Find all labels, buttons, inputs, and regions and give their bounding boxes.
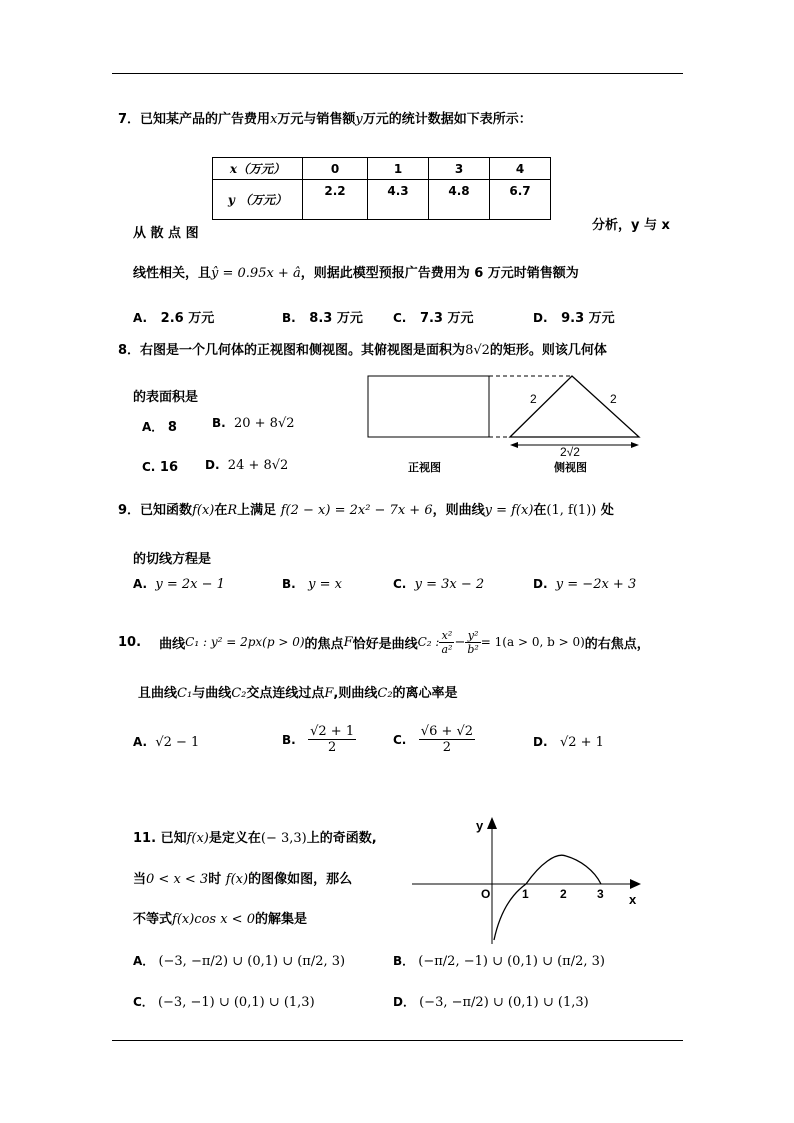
tick-label: 3 [597, 887, 604, 901]
q11-line2: 当0 < x < 3时 f(x)的图像如图，那么 [133, 872, 353, 887]
q11-option-a: A． (−3, −π/2) ∪ (0,1) ∪ (π/2, 3) [133, 954, 346, 969]
q7-option-c: C. 7.3 万元 [393, 311, 474, 326]
q10-option-d: D. √2 + 1 [533, 735, 604, 750]
x-axis-arrow-icon [630, 879, 641, 889]
q9-option-c: C. y = 3x − 2 [393, 577, 485, 592]
q7-option-b: B. 8.3 万元 [282, 311, 363, 326]
q11-stem: 11. 已知f(x)是定义在(− 3,3)上的奇函数, [133, 831, 377, 846]
origin-label: O [481, 887, 491, 901]
q11-number: 11. [133, 831, 157, 846]
fraction: $\frac{\text{x²}}{\text{a²}}$ [441, 628, 453, 656]
table-cell: 2.2 [303, 180, 368, 220]
q10-option-b: B. $\frac{√2 + 1}{2}$ [282, 724, 355, 755]
side-label-left: 2 [530, 392, 537, 406]
fraction: $\frac{√6 + √2}{2}$ [420, 724, 474, 755]
q9-number: 9． [118, 503, 141, 518]
q7-stem: 7．已知某产品的广告费用x万元与销售额y万元的统计数据如下表所示： [118, 112, 532, 127]
base-label: 2√2 [560, 445, 580, 459]
x-axis-label: x [629, 892, 637, 907]
q11-line3: 不等式f(x)cos x < 0的解集是 [133, 912, 307, 927]
table-cell: 4 [490, 158, 551, 180]
y-axis-label: y [476, 818, 484, 833]
q7-option-d: D. 9.3 万元 [533, 311, 615, 326]
q10-option-a: A. √2 − 1 [133, 735, 200, 750]
table-row [213, 180, 551, 220]
q8-option-b: B. 20 + 8√2 [212, 416, 295, 431]
q9-option-a: A. y = 2x − 1 [133, 577, 225, 592]
q9-stem-line2: 的切线方程是 [133, 552, 212, 567]
side-view-caption: 侧视图 [554, 462, 587, 474]
fraction: $\frac{√2 + 1}{2}$ [310, 724, 355, 755]
q9-stem: 9．已知函数f(x)在R上满足 f(2 − x) = 2x² − 7x + 6，则曲线y = f(x)在(1, f(1)) 处 [118, 503, 614, 518]
table-cell: 0 [303, 158, 368, 180]
q7-line1-right: 分析，y 与 x [592, 218, 670, 233]
q10-line2: 且曲线C₁与曲线C₂交点连线过点F,则曲线C₂的离心率是 [138, 686, 458, 701]
q11-graph [408, 812, 648, 948]
side-view-triangle [510, 376, 639, 437]
front-view-caption: 正视图 [408, 462, 441, 474]
q7-data-table [212, 157, 551, 220]
tick-label: 1 [522, 887, 529, 901]
row-y-label: y （万元） [213, 180, 303, 220]
q8-stem: 8．右图是一个几何体的正视图和侧视图。其俯视图是面积为8√2的矩形。则该几何体 [118, 343, 607, 358]
q11-option-b: B． (−π/2, −1) ∪ (0,1) ∪ (π/2, 3) [393, 954, 605, 969]
q9-option-d: D. y = −2x + 3 [533, 577, 637, 592]
table-cell: 4.3 [368, 180, 429, 220]
arrow-right-icon [631, 442, 639, 448]
table-cell: 4.8 [429, 180, 490, 220]
q8-option-a: A． 8 [142, 420, 177, 435]
q11-option-d: D． (−3, −π/2) ∪ (0,1) ∪ (1,3) [393, 995, 589, 1010]
q10-number: 10. [118, 634, 142, 650]
table-row [213, 158, 551, 180]
q8-number: 8． [118, 343, 141, 358]
q8-stem-line2: 的表面积是 [133, 390, 199, 405]
q7-number: 7． [118, 112, 141, 127]
function-curve [494, 855, 601, 940]
bottom-rule [112, 1040, 683, 1041]
arrow-left-icon [510, 442, 518, 448]
q10-option-c: C. $\frac{√6 + √2}{2}$ [393, 724, 474, 755]
top-rule [112, 73, 683, 74]
q9-option-b: B. y = x [282, 577, 342, 592]
regression-equation: ŷ = 0.95x + â [211, 266, 301, 281]
q8-option-c: C. 16 [142, 460, 178, 475]
table-cell: 3 [429, 158, 490, 180]
q8-figure [360, 368, 650, 478]
q7-line1-left: 从 散 点 图 [133, 226, 199, 241]
table-cell: 1 [368, 158, 429, 180]
q7-line2: 线性相关，且ŷ = 0.95x + â，则据此模型预报广告费用为 6 万元时销售额为 [133, 266, 579, 281]
q10-stem: 10. 曲线 C₁ : y² = 2px(p > 0) 的焦点 F 恰好是曲线 C₂ : $\frac{\text{x²}}{\text{a²}}$ − $\frac{\text{y²}}{\text{b²}}$ = 1(a > 0, b > 0) 的右焦点， [118, 628, 650, 656]
y-axis-arrow-icon [487, 817, 497, 829]
front-view-rect [368, 376, 489, 437]
side-label-right: 2 [610, 392, 617, 406]
fraction: $\frac{\text{y²}}{\text{b²}}$ [467, 628, 479, 656]
q7-option-a: A. 2.6 万元 [133, 311, 215, 326]
row-x-label: x（万元） [213, 158, 303, 180]
tick-label: 2 [560, 887, 567, 901]
q11-option-c: C． (−3, −1) ∪ (0,1) ∪ (1,3) [133, 995, 315, 1010]
q8-option-d: D. 24 + 8√2 [205, 458, 289, 473]
table-cell: 6.7 [490, 180, 551, 220]
